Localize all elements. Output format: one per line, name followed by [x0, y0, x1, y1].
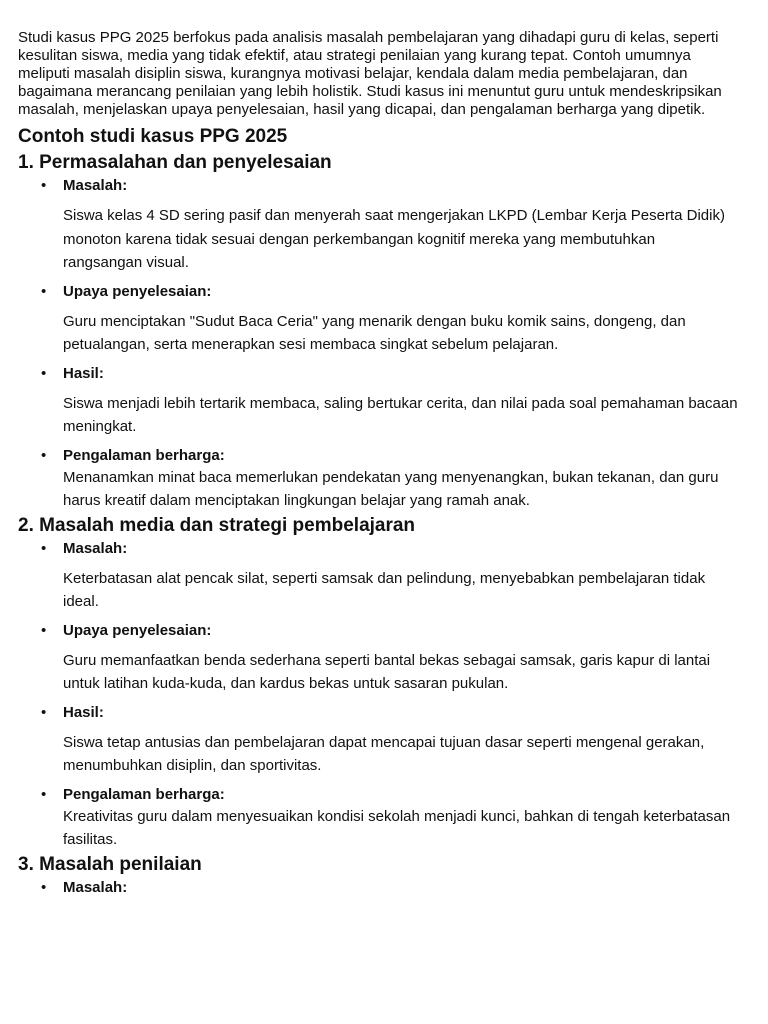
item-list	[18, 878, 750, 898]
list-item	[18, 282, 750, 364]
section-1	[18, 150, 750, 513]
item-list	[18, 176, 750, 513]
bullet-icon: •	[41, 703, 47, 721]
bullet-icon: •	[41, 539, 47, 557]
item-label: Pengalaman berharga:	[63, 446, 225, 464]
section-heading: 3. Masalah penilaian	[18, 853, 202, 875]
item-label: Masalah:	[63, 539, 128, 557]
section-3	[18, 852, 750, 898]
list-item	[18, 176, 750, 282]
bullet-icon: •	[41, 621, 47, 639]
list-item	[18, 446, 750, 513]
item-label: Pengalaman berharga:	[63, 785, 225, 803]
bullet-icon: •	[41, 446, 47, 464]
item-label: Masalah:	[63, 878, 128, 896]
bullet-icon: •	[41, 878, 47, 896]
main-heading: Contoh studi kasus PPG 2025	[18, 126, 288, 147]
item-text: Guru memanfaatkan benda sederhana seperti bantal bekas sebagai samsak, garis kapur di lantai untuk latihan kuda-kuda, dan kardus bekas untuk sasaran pukulan.	[63, 651, 711, 692]
item-label: Upaya penyelesaian:	[63, 282, 212, 300]
section-2	[18, 513, 750, 852]
list-item	[18, 703, 750, 785]
bullet-icon: •	[41, 785, 47, 803]
bullet-icon: •	[41, 282, 47, 300]
item-text: Siswa kelas 4 SD sering pasif dan menyerah saat mengerjakan LKPD (Lembar Kerja Peserta Didik) monoton karena tidak sesuai dengan perkembangan kognitif mereka yang membutuhkan rangsangan visual.	[63, 207, 725, 271]
item-text: Keterbatasan alat pencak silat, seperti samsak dan pelindung, menyebabkan pembelajaran tidak ideal.	[63, 569, 706, 610]
list-item	[18, 621, 750, 703]
item-label: Hasil:	[63, 703, 104, 721]
item-text: Menanamkan minat baca memerlukan pendekatan yang menyenangkan, bukan tekanan, dan guru harus kreatif dalam menciptakan lingkungan belajar yang ramah anak.	[63, 468, 719, 509]
item-text: Siswa menjadi lebih tertarik membaca, saling bertukar cerita, dan nilai pada soal pemahaman bacaan meningkat.	[63, 394, 738, 435]
item-label: Hasil:	[63, 364, 104, 382]
section-heading: 2. Masalah media dan strategi pembelajaran	[18, 514, 416, 536]
list-item	[18, 785, 750, 852]
item-text: Kreativitas guru dalam menyesuaikan kondisi sekolah menjadi kunci, bahkan di tengah keterbatasan fasilitas.	[63, 807, 731, 848]
bullet-icon: •	[41, 177, 47, 194]
item-label: Upaya penyelesaian:	[63, 621, 212, 639]
item-list	[18, 539, 750, 852]
section-heading: 1. Permasalahan dan penyelesaian	[18, 152, 332, 173]
item-text: Guru menciptakan "Sudut Baca Ceria" yang menarik dengan buku komik sains, dongeng, dan petualangan, serta menerapkan sesi membaca singkat sebelum pelajaran.	[63, 312, 686, 353]
bullet-icon: •	[41, 364, 47, 382]
list-item	[18, 878, 750, 898]
item-text: Siswa tetap antusias dan pembelajaran dapat mencapai tujuan dasar seperti mengenal gerakan, menumbuhkan disiplin, dan sportivitas.	[63, 733, 705, 774]
item-label: Masalah:	[63, 177, 128, 194]
intro-paragraph: Studi kasus PPG 2025 berfokus pada analisis masalah pembelajaran yang dihadapi guru di kelas, seperti kesulitan siswa, media yang tidak efektif, atau strategi penilaian yang kurang tepat. Contoh umumnya meliputi masalah disiplin siswa, kurangnya motivasi belajar, kendala dalam media pembelajaran, dan bagaimana merancang penilaian yang lebih holistik. Studi kasus ini menuntut guru untuk mendeskripsikan masalah, menjelaskan upaya penyelesaian, hasil yang dicapai, dan pengalaman berharga yang dipetik.	[18, 29, 722, 118]
list-item	[18, 539, 750, 621]
list-item	[18, 364, 750, 446]
